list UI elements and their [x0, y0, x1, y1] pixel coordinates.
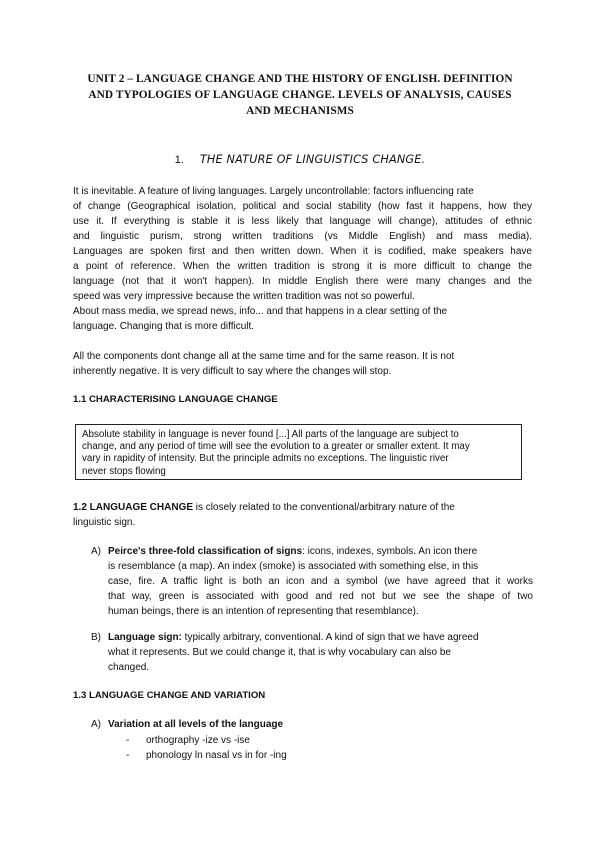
- sub-item-text: orthography -ize vs -ise: [146, 735, 250, 746]
- text-line: About mass media, we spread news, info... and that happens in a clear setting of the: [73, 306, 448, 317]
- section-number: 1.: [174, 154, 184, 166]
- section-1-2-paragraph: [73, 500, 532, 530]
- quote-box: [75, 424, 522, 480]
- text-line: linguistic sign.: [73, 517, 136, 528]
- text-line: language (not that it won't happen). In middle English there were many changes and the: [73, 276, 532, 287]
- bold-term: Language sign:: [108, 632, 182, 643]
- text-line: what it represents. But we could change it, that is why vocabulary can also be: [108, 647, 451, 658]
- heading-1-2: 1.2 LANGUAGE CHANGE: [73, 502, 194, 513]
- unit-title: [60, 71, 540, 119]
- text-line: Languages are spoken first and then written down. When it is codified, make speakers have: [73, 246, 532, 257]
- heading-1-3: 1.3 LANGUAGE CHANGE AND VARIATION: [73, 690, 266, 701]
- list-item-body: [108, 630, 533, 675]
- title-line: UNIT 2 – LANGUAGE CHANGE AND THE HISTORY OF ENGLISH. DEFINITION: [87, 73, 513, 85]
- intro-paragraph: [73, 184, 532, 334]
- quote-line: never stops flowing: [82, 465, 166, 477]
- bullet-dash: -: [126, 750, 130, 761]
- quote-line: vary in rapidity of intensity. But the principle admits no exceptions. The linguistic river: [82, 453, 449, 465]
- text-line: speed was very impressive because the written tradition was not so powerful.: [73, 291, 415, 302]
- list-label: A): [91, 719, 101, 730]
- paragraph-2: [73, 349, 532, 379]
- text-line: inherently negative. It is very difficult to say where the changes will stop.: [73, 366, 392, 377]
- inline-text: : icons, indexes, symbols. An icon there: [302, 546, 478, 557]
- text-line: language. Changing that is more difficult.: [73, 321, 255, 332]
- text-line: It is inevitable. A feature of living languages. Largely uncontrollable: factors influencing rate: [73, 186, 474, 197]
- sub-list-item: [126, 748, 287, 763]
- list-label: B): [91, 632, 101, 643]
- text-line: All the components dont change all at the same time and for the same reason. It is not: [73, 351, 455, 362]
- text-line: [108, 544, 533, 559]
- title-line: AND MECHANISMS: [246, 105, 354, 117]
- list-item-body: [108, 544, 533, 619]
- inline-text: typically arbitrary, conventional. A kind of sign that we have agreed: [181, 632, 479, 643]
- list-label: A): [91, 546, 101, 557]
- quote-line: change, and any period of time will see the evolution to a greater or smaller extent. It may: [82, 441, 470, 453]
- quote-line: Absolute stability in language is never found [...] All parts of the language are subject to: [82, 429, 459, 440]
- bold-term: Peirce's three-fold classification of signs: [108, 546, 303, 557]
- text-line: use it. If everything is stable it is less likely that language will change), attitudes of ethnic: [73, 216, 532, 227]
- section-title: THE NATURE OF LINGUISTICS CHANGE.: [199, 153, 426, 166]
- title-line: AND TYPOLOGIES OF LANGUAGE CHANGE. LEVELS OF ANALYSIS, CAUSES: [88, 89, 512, 101]
- bullet-dash: -: [126, 735, 130, 746]
- text-line: a point of reference. When the written tradition is strong it is more difficult to change the: [73, 261, 532, 272]
- sub-item-text: phonology ln nasal vs in for -ing: [146, 750, 287, 761]
- sub-list-item: [126, 733, 250, 748]
- text-line: changed.: [108, 662, 150, 673]
- heading-1-1: 1.1 CHARACTERISING LANGUAGE CHANGE: [73, 394, 278, 405]
- text-line: is resemblance (a map). An index (smoke) is associated with something else, in this: [108, 561, 479, 572]
- text-line: and linguistic purism, strong written traditions (vs Middle English) and mass media).: [73, 231, 532, 242]
- list-item-body: [108, 717, 533, 732]
- text-line: human beings, there is an intention of representing that resemblance).: [108, 606, 419, 617]
- text-line: [108, 630, 533, 645]
- text-line: [108, 717, 533, 732]
- bold-term: Variation at all levels of the language: [108, 719, 284, 730]
- inline-text: is closely related to the conventional/arbitrary nature of the: [193, 502, 455, 513]
- text-line: case, fire. A traffic light is both an icon and a symbol (we have agreed that it works: [108, 576, 533, 587]
- section-1-heading: [0, 152, 600, 168]
- text-line: [73, 500, 532, 515]
- text-line: that way, green is associated with good and red not but we see the shape of two: [108, 591, 533, 602]
- text-line: of change (Geographical isolation, political and social stability (how fast it happens, how they: [73, 201, 532, 212]
